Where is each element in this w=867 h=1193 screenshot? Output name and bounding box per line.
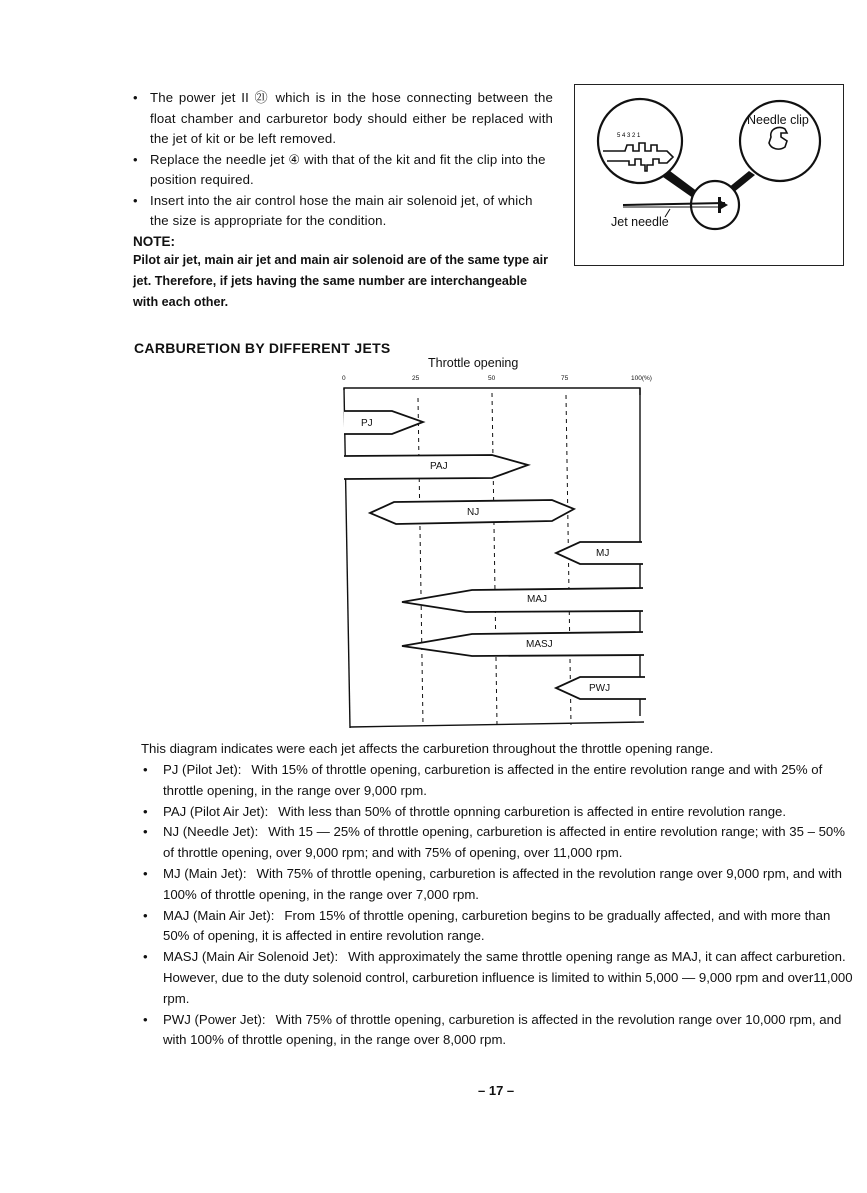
jet-description-list bbox=[143, 760, 855, 1051]
bar-label-paj: PAJ bbox=[430, 461, 448, 472]
jet-text: With 75% of throttle opening, carburetion is affected in the revolution range over 9,000 rpm, and with 100% of throttle opening, in the range over 7,000 rpm. bbox=[163, 865, 843, 902]
jet-text: From 15% of throttle opening, carburetion begins to be gradually affected, and with more than 50% of opening, it is affected in entire revolution range. bbox=[163, 907, 831, 944]
jet-label: MJ (Main Jet): bbox=[163, 865, 247, 881]
bar-pj bbox=[344, 411, 423, 434]
bar-label-pwj: PWJ bbox=[589, 683, 611, 694]
jet-text: With 75% of throttle opening, carburetion is affected in the revolution range over 10,000 rpm, and with 100% of throttle opening, in the range over 8,000 rpm. bbox=[163, 1011, 842, 1048]
jet-label: PWJ (Power Jet): bbox=[163, 1011, 266, 1027]
bar-label-maj: MAJ bbox=[527, 594, 547, 605]
jet-description-item bbox=[143, 906, 855, 948]
section-title: CARBURETION BY DIFFERENT JETS bbox=[134, 340, 391, 356]
x-tick-75: 75 bbox=[561, 375, 569, 382]
bar-label-pj: PJ bbox=[361, 418, 373, 429]
instruction-item: • Insert into the air control hose the main air solenoid jet, of which the size is appropriate for the condition. bbox=[133, 191, 553, 232]
jet-description-item bbox=[143, 864, 855, 906]
jet-description-item bbox=[143, 947, 855, 1009]
x-tick-100: 100(%) bbox=[631, 375, 652, 382]
bar-label-nj: NJ bbox=[467, 507, 480, 518]
note-body: Pilot air jet, main air jet and main air solenoid are of the same type air jet. Therefore, if jets having the same number are interchangeable with each other. bbox=[133, 253, 549, 309]
diagram-description-intro: This diagram indicates were each jet affects the carburetion throughout the throttle opening range. bbox=[141, 741, 714, 756]
jet-label: PJ (Pilot Jet): bbox=[163, 762, 242, 777]
note-title: NOTE: bbox=[133, 234, 175, 249]
bar-label-mj: MJ bbox=[596, 548, 610, 559]
jet-text: With approximately the same throttle opening range as MAJ, it can affect carburetion. However, due to the duty solenoid control, carburetion influence is limited to within 5,000 — 9,000 rpm and over11,000 rpm. bbox=[163, 949, 853, 1006]
jet-description-item bbox=[143, 802, 855, 823]
needle-clip-label: Needle clip bbox=[747, 113, 809, 127]
bar-label-masj: MASJ bbox=[526, 639, 553, 650]
jet-text: With 15 — 25% of throttle opening, carburetion is affected in entire revolution range; with 35 – 50% of throttle opening, over 9,000 rpm; and with 75% of opening, over 11,000 rpm. bbox=[163, 824, 845, 861]
x-tick-25: 25 bbox=[412, 375, 420, 382]
instruction-item: • Replace the needle jet ④ with that of the kit and fit the clip into the position required. bbox=[133, 150, 553, 191]
jet-label: MAJ (Main Air Jet): bbox=[163, 907, 275, 923]
jet-label: MASJ (Main Air Solenoid Jet): bbox=[163, 949, 339, 965]
bar-maj bbox=[402, 588, 643, 612]
x-tick-0: 0 bbox=[342, 375, 346, 382]
jet-description-item bbox=[143, 822, 855, 864]
jet-description-item bbox=[143, 760, 855, 802]
bar-masj bbox=[402, 632, 644, 656]
jet-label: NJ (Needle Jet): bbox=[163, 824, 259, 840]
x-tick-50: 50 bbox=[488, 375, 496, 382]
jet-text: With less than 50% of throttle opnning carburetion is affected in entire revolution range. bbox=[278, 803, 787, 819]
chart-title: Throttle opening bbox=[428, 356, 519, 370]
groove-numbers: 5 4 3 2 1 bbox=[617, 133, 641, 139]
jet-description-item bbox=[143, 1010, 855, 1052]
jet-text: With 15% of throttle opening, carburetion is affected in the entire revolution range and with 25% of throttle opening, in the range over 9,000 rpm. bbox=[163, 762, 823, 798]
jet-needle-label: Jet needle bbox=[611, 215, 669, 229]
page-number: – 17 – bbox=[478, 1083, 515, 1098]
jet-label: PAJ (Pilot Air Jet): bbox=[163, 803, 269, 819]
instruction-item: • The power jet II ㉑ which is in the hose connecting between the float chamber and carburetor body should either be replaced with the jet of kit or be left removed. bbox=[133, 88, 553, 150]
